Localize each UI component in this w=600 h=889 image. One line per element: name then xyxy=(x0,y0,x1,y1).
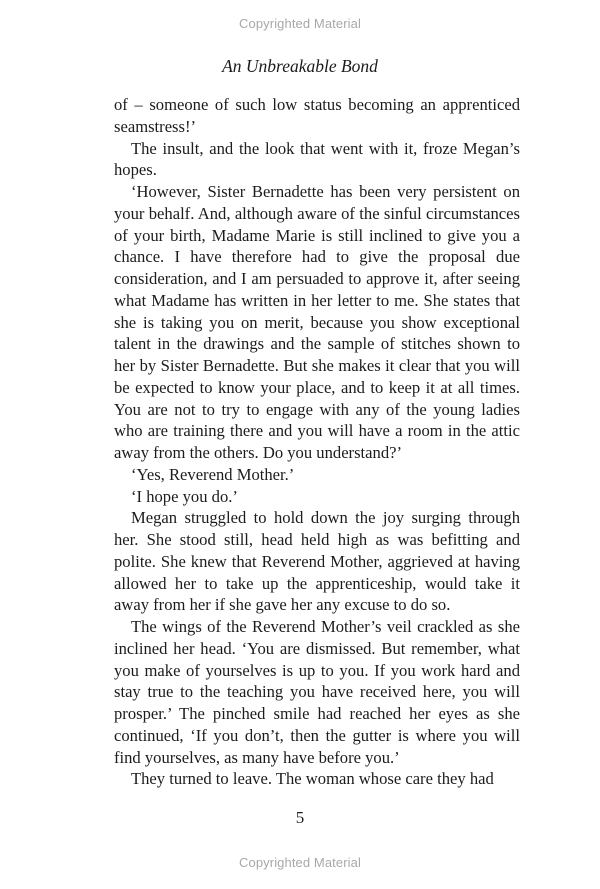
body-text xyxy=(114,94,520,790)
paragraph: ‘I hope you do.’ xyxy=(131,486,238,506)
paragraph: ‘However, Sister Bernadette has been very persistent on your behalf. And, although aware of the sinful circumstances of your birth, Madame Marie is still inclined to give you a chance. I have therefore had to give the proposal due consideration, and I am persuaded to approve it, after seeing what Madame has written in her letter to me. She states that she is taking you on merit, because you show exceptional talent in the drawings and the sample of stitches shown to her by Sister Bernadette. But she makes it clear that you will be expected to know your place, and to keep it at all times. You are not to try to engage with any of the young ladies who are training there and you will have a room in the attic away from the others. Do you understand?’ xyxy=(114,182,520,462)
page-number: 5 xyxy=(295,808,305,827)
paragraph: The wings of the Reverend Mother’s veil crackled as she inclined her head. ‘You are dismissed. But remember, what you make of yourselves is up to you. If you work hard and stay true to the teaching you have received here, you will prosper.’ The pinched smile had reached her eyes as she continued, ‘If you don’t, then the gutter is where you will find yourselves, as many have before you.’ xyxy=(114,617,520,767)
copyright-watermark-top: Copyrighted Material xyxy=(239,16,361,31)
paragraph-continued: of – someone of such low status becoming an apprenticed seamstress!’ xyxy=(114,95,520,136)
copyright-watermark-bottom: Copyrighted Material xyxy=(239,855,361,870)
paragraph: ‘Yes, Reverend Mother.’ xyxy=(131,464,295,484)
paragraph: The insult, and the look that went with it, froze Megan’s hopes. xyxy=(114,138,520,180)
paragraph: They turned to leave. The woman whose care they had xyxy=(131,769,494,789)
running-head: An Unbreakable Bond xyxy=(222,56,378,76)
paragraph: Megan struggled to hold down the joy surging through her. She stood still, head held high as was befitting and polite. She knew that Reverend Mother, aggrieved at having allowed her to take up the apprenticeship, would take it away from her if she gave her any excuse to do so. xyxy=(114,508,520,615)
